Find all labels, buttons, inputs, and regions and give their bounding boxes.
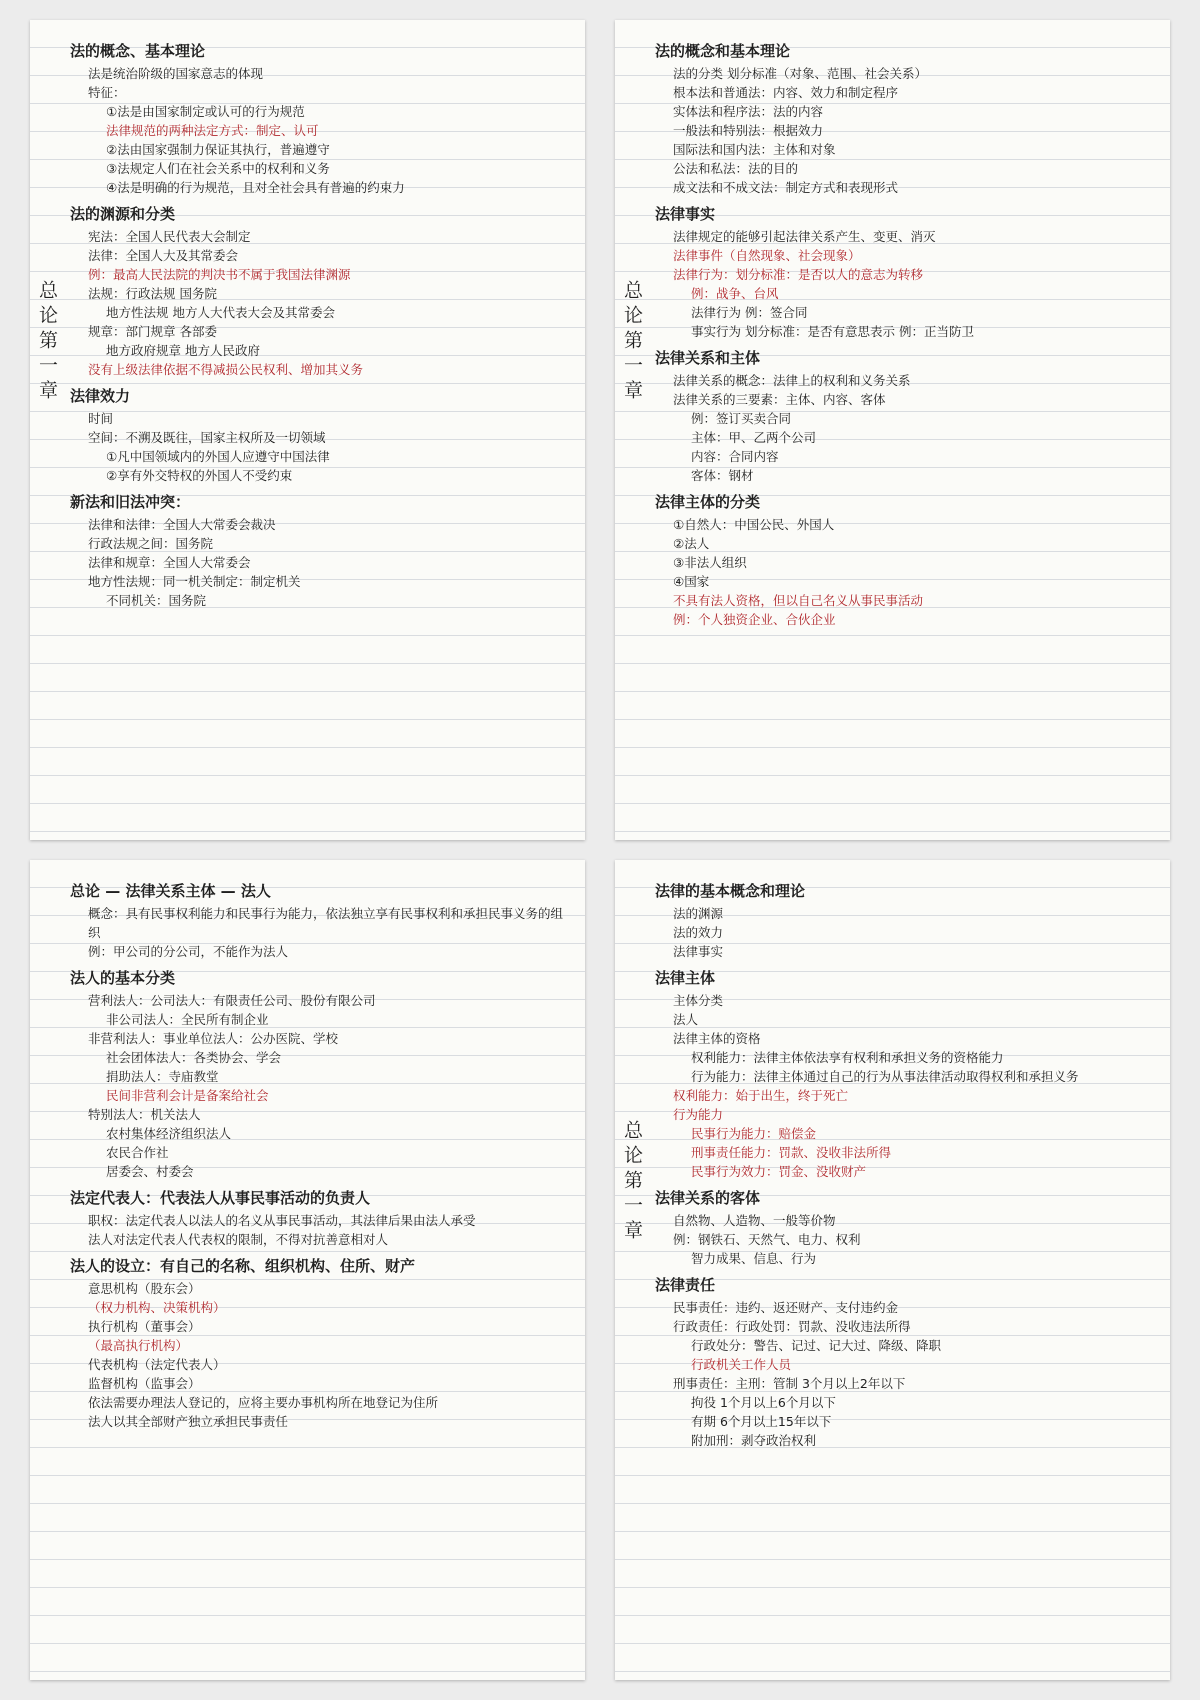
note-line: 空间：不溯及既往，国家主权所及一切领域 [88,430,326,445]
note-line-red: 行为能力 [673,1107,724,1122]
note-line: 法律事实 [673,944,724,959]
note-line: 一般法和特别法：根据效力 [673,123,824,138]
note-line: 有期 6个月以上15年以下 [691,1414,832,1429]
note-line-red: 不具有法人资格，但以自己名义从事民事活动 [673,593,924,608]
chapter-side-label: 总论第一章 [36,280,58,405]
topic-heading: 新法和旧法冲突： [70,493,191,511]
topic-heading: 法律的基本概念和理论 [655,882,806,900]
note-line: ①凡中国领域内的外国人应遵守中国法律 [106,449,330,464]
topic-heading: 法律责任 [655,1276,716,1294]
note-line: 法人以其全部财产独立承担民事责任 [88,1414,289,1429]
note-line: 法律：全国人大及其常委会 [88,248,239,263]
topic-heading: 法人的设立：有自己的名称、组织机构、住所、财产 [70,1257,416,1275]
note-line: 法规：行政法规 国务院 [88,286,217,301]
topic-heading: 法人的基本分类 [70,969,176,987]
note-line: 地方政府规章 地方人民政府 [106,343,260,358]
note-line: 法的效力 [673,925,724,940]
note-line: 特征： [88,85,126,100]
note-line: 居委会、村委会 [106,1164,194,1179]
note-line-red: （权力机构、决策机构） [88,1300,226,1315]
note-line-red: 例：战争、台风 [691,286,779,301]
topic-heading: 法的概念和基本理论 [655,42,791,60]
note-line: 农民合作社 [106,1145,169,1160]
note-line: 权利能力：法律主体依法享有权利和承担义务的资格能力 [691,1050,1004,1065]
note-line: 概念：具有民事权利能力和民事行为能力，依法独立享有民事权利和承担民事义务的组织 [88,906,564,940]
note-line: 依法需要办理法人登记的，应将主要办事机构所在地登记为住所 [88,1395,439,1410]
note-line: 例：签订买卖合同 [691,411,792,426]
note-line: 国际法和国内法：主体和对象 [673,142,836,157]
page-content [655,880,1154,1450]
note-line: 执行机构（董事会） [88,1319,201,1334]
note-line-red: 法律事件（自然现象、社会现象） [673,248,861,263]
topic-heading: 法律事实 [655,205,716,223]
topic-heading: 法律关系和主体 [655,349,761,367]
note-line: 职权：法定代表人以法人的名义从事民事活动，其法律后果由法人承受 [88,1213,476,1228]
note-line: 特别法人：机关法人 [88,1107,201,1122]
note-line: 捐助法人：寺庙教堂 [106,1069,219,1084]
note-line: 事实行为 划分标准：是否有意思表示 例：正当防卫 [691,324,974,339]
note-line: 法律和法律：全国人大常委会裁决 [88,517,276,532]
note-line: 内容：合同内容 [691,449,779,464]
note-line: 附加刑：剥夺政治权利 [691,1433,817,1448]
note-line: 法是统治阶级的国家意志的体现 [88,66,264,81]
note-line: 不同机关：国务院 [106,593,207,608]
note-line: 公法和私法：法的目的 [673,161,799,176]
note-line: 行政责任：行政处罚：罚款、没收违法所得 [673,1319,911,1334]
note-line: 法律和规章：全国人大常委会 [88,555,251,570]
note-line: 智力成果、信息、行为 [691,1251,817,1266]
note-line: 时间 [88,411,114,426]
note-page-bottom-right [615,860,1170,1680]
note-line-red: （最高执行机构） [88,1338,189,1353]
note-line: ④国家 [673,574,710,589]
note-line-red: 没有上级法律依据不得减损公民权利、增加其义务 [88,362,364,377]
chapter-side-label: 总论第一章 [621,1120,643,1245]
note-page-top-left [30,20,585,840]
note-line-red: 刑事责任能力：罚款、没收非法所得 [691,1145,892,1160]
note-line: 例：钢铁石、天然气、电力、权利 [673,1232,861,1247]
note-line: 实体法和程序法：法的内容 [673,104,824,119]
note-line-red: 例：最高人民法院的判决书不属于我国法律渊源 [88,267,351,282]
topic-heading: 法律主体的分类 [655,493,761,511]
note-line: 非公司法人：全民所有制企业 [106,1012,269,1027]
note-line-red: 行政机关工作人员 [691,1357,792,1372]
page-content [655,40,1154,629]
note-line: 行政法规之间：国务院 [88,536,214,551]
topic-heading: 法律效力 [70,387,131,405]
note-line-red: 民事行为能力：赔偿金 [691,1126,817,1141]
note-line: 法律关系的三要素：主体、内容、客体 [673,392,886,407]
note-line: 成文法和不成文法：制定方式和表现形式 [673,180,899,195]
topic-heading: 法律关系的客体 [655,1189,761,1207]
note-line: 民事责任：违约、返还财产、支付违约金 [673,1300,899,1315]
note-line: 农村集体经济组织法人 [106,1126,232,1141]
page-content [70,880,569,1431]
note-line-red: 法律行为：划分标准：是否以人的意志为转移 [673,267,924,282]
note-line-red: 权利能力：始于出生，终于死亡 [673,1088,849,1103]
note-line: 规章：部门规章 各部委 [88,324,217,339]
note-line: 例：甲公司的分公司，不能作为法人 [88,944,289,959]
note-line: 主体分类 [673,993,724,1008]
note-line: 法的分类 划分标准（对象、范围、社会关系） [673,66,927,81]
note-line: 代表机构（法定代表人） [88,1357,226,1372]
note-line: 行政处分：警告、记过、记大过、降级、降职 [691,1338,942,1353]
note-line: 法律关系的概念：法律上的权利和义务关系 [673,373,911,388]
topic-heading: 法律主体 [655,969,716,987]
note-line-red: 例：个人独资企业、合伙企业 [673,612,836,627]
note-line: 社会团体法人：各类协会、学会 [106,1050,282,1065]
note-line: 法律主体的资格 [673,1031,761,1046]
note-line: 法律行为 例：签合同 [691,305,808,320]
note-line: 刑事责任：主刑：管制 3个月以上2年以下 [673,1376,906,1391]
note-line-red: 民事行为效力：罚金、没收财产 [691,1164,867,1179]
note-line: 行为能力：法律主体通过自己的行为从事法律活动取得权利和承担义务 [691,1069,1079,1084]
note-line: 法的渊源 [673,906,724,921]
note-line: 自然物、人造物、一般等价物 [673,1213,836,1228]
note-line: ②法人 [673,536,710,551]
topic-heading: 法的渊源和分类 [70,205,176,223]
chapter-side-label: 总论第一章 [621,280,643,405]
topic-heading: 法定代表人：代表法人从事民事活动的负责人 [70,1189,371,1207]
note-line: ②享有外交特权的外国人不受约束 [106,468,293,483]
note-line: 地方性法规 地方人大代表大会及其常委会 [106,305,335,320]
note-line-red: 民间非营利会计是备案给社会 [106,1088,269,1103]
note-line: 法人 [673,1012,699,1027]
note-line: 营利法人：公司法人：有限责任公司、股份有限公司 [88,993,376,1008]
topic-heading: 法的概念、基本理论 [70,42,206,60]
topic-heading: 总论 — 法律关系主体 — 法人 [70,882,271,900]
note-line: 宪法：全国人民代表大会制定 [88,229,251,244]
note-line: 意思机构（股东会） [88,1281,201,1296]
page-content [70,40,569,610]
note-line: ④法是明确的行为规范，且对全社会具有普遍的约束力 [106,180,405,195]
note-line: 非营利法人：事业单位法人：公办医院、学校 [88,1031,339,1046]
note-line: 监督机构（监事会） [88,1376,201,1391]
note-line: ③法规定人们在社会关系中的权利和义务 [106,161,330,176]
note-line: 客体：钢材 [691,468,754,483]
note-line: 主体：甲、乙两个公司 [691,430,817,445]
note-line-red: 法律规范的两种法定方式：制定、认可 [106,123,319,138]
note-line: 法人对法定代表人代表权的限制，不得对抗善意相对人 [88,1232,389,1247]
note-line: 法律规定的能够引起法律关系产生、变更、消灭 [673,229,936,244]
note-line: ③非法人组织 [673,555,747,570]
note-line: 拘役 1个月以上6个月以下 [691,1395,836,1410]
note-page-bottom-left [30,860,585,1680]
note-page-top-right [615,20,1170,840]
note-line: ①法是由国家制定或认可的行为规范 [106,104,305,119]
note-line: 根本法和普通法：内容、效力和制定程序 [673,85,899,100]
note-line: 地方性法规：同一机关制定：制定机关 [88,574,301,589]
note-line: ①自然人：中国公民、外国人 [673,517,835,532]
note-line: ②法由国家强制力保证其执行，普遍遵守 [106,142,330,157]
